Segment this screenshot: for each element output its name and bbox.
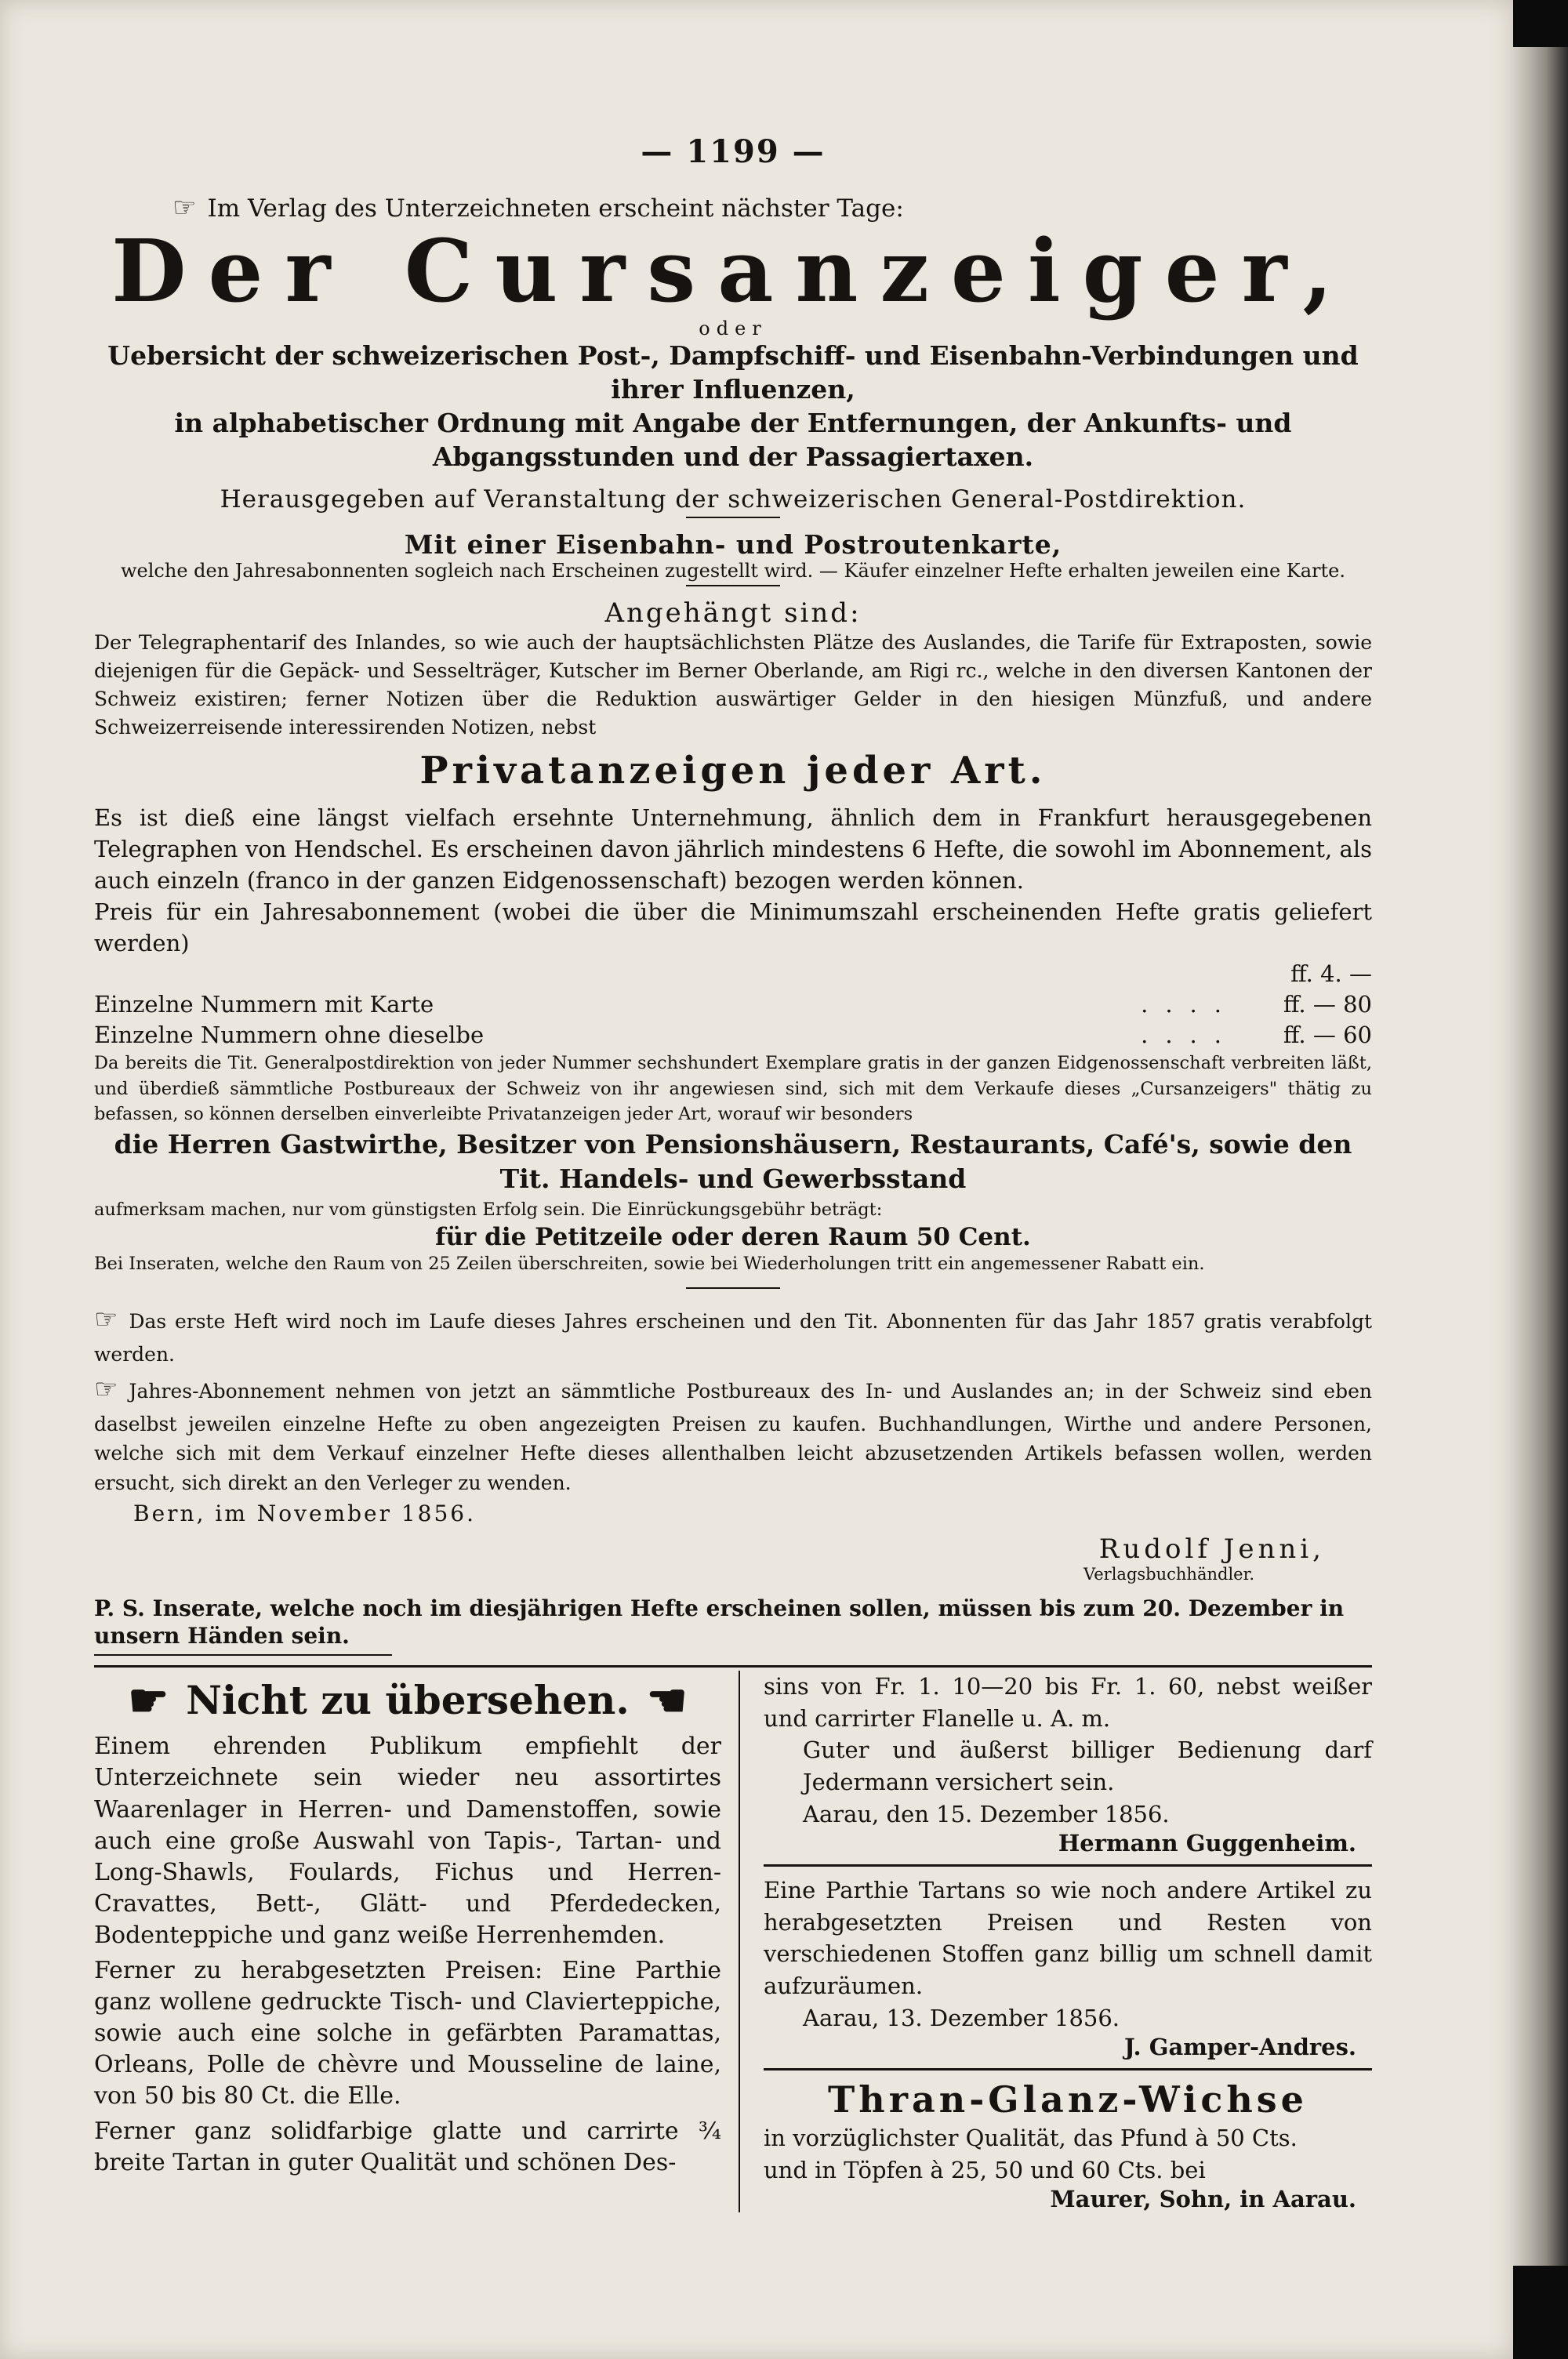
page-content [94,133,1372,2212]
ad-paragraph: Guter und äußerst billiger Bedienung darf Jedermann versichert sein. [803,1737,1372,1796]
ad-paragraph: Einem ehrenden Publikum empfiehlt der Unterzeichnete sein wieder neu assortirtes Waarenlager in Herren- und Damenstoffen, sowie auch eine große Auswahl von Tapis-, Tartan- und Long-Shawls, Foulards, Fichus und Herren-Cravattes, Bett-, Glätt- und Pferdedecken, Bodenteppiche und ganz weiße Herrenhemden. [94,1733,721,1950]
ad-line: und in Töpfen à 25, 50 und 60 Cts. bei [764,2156,1206,2183]
ad-signature: J. Gamper-Andres. [1124,2034,1356,2061]
intro-text: Im Verlag des Unterzeichneten erscheint nächster Tage: [207,194,904,223]
subtitle-block [94,339,1372,474]
divider [686,1287,780,1289]
price-label: Einzelne Nummern mit Karte [94,990,434,1018]
ad-continuation: sins von Fr. 1. 10—20 bis Fr. 1. 60, nebst weißer und carrirter Flanelle u. A. m. [764,1673,1372,1732]
ad-dateline: Aarau, den 15. Dezember 1856. [803,1800,1170,1827]
price-dots: .... [1141,1021,1239,1048]
price-value: ff. 4. — [1290,960,1372,987]
left-column [94,1671,740,2212]
pointing-hand-icon: ☞ [94,1373,118,1405]
ad-heading: Thran-Glanz-Wichse [828,2078,1308,2121]
price-label: Einzelne Nummern ohne dieselbe [94,1021,485,1048]
divider [764,2068,1372,2070]
ad-heading: Nicht zu übersehen. [186,1677,630,1724]
price-label [94,959,486,989]
subtitle-line: in alphabetischer Ordnung mit Angabe der Entfernungen, der Ankunfts- und [174,407,1292,438]
generalpost-paragraph: Da bereits die Tit. Generalpostdirektion von jeder Nummer sechshundert Exemplare gratis in der ganzen Eidgenossenschaft verbreiten läßt, und überdieß sämmtliche Postbureaux der Schweiz von ihr angewiesen sind, sich mit dem Verkaufe dieses „Cursanzeigers" thätig zu befassen, so können derselben einverleibte Privatanzeigen jeder Art, worauf wir besonders [94,1053,1372,1125]
price-row [94,1020,1372,1051]
price-row [94,959,1372,989]
advertisement-columns [94,1671,1372,2212]
ad-dateline: Aarau, 13. Dezember 1856. [803,2004,1120,2031]
note-text: Jahres-Abonnement nehmen von jetzt an sämmtliche Postbureaux des In- und Auslandes an; in der Schweiz sind eben daselbst jeweilen einzelne Hefte zu oben angezeigten Preisen zu kaufen. Buchhandlungen, Wirthe und andere Personen, welche sich mit dem Verkauf einzelner Hefte dieses allenthalben leicht abzusetzenden Artikels befassen wollen, werden ersucht, sich direkt an den Verleger zu wenden. [94,1379,1372,1494]
herren-line: Tit. Handels- und Gewerbsstand [499,1163,967,1195]
divider [764,1864,1372,1867]
abo-line: welche den Jahresabonnenten sogleich nach Erscheinen zugestellt wird. — Käufer einzelner Hefte erhalten jeweilen eine Karte. [121,559,1345,582]
note-text: Das erste Heft wird noch im Laufe dieses Jahres erscheinen und den Tit. Abonnenten für das Jahr 1857 gratis verabfolgt werden. [94,1310,1372,1366]
ad-paragraph: Ferner ganz solidfarbige glatte und carrirte ¾ breite Tartan in guter Qualität und schönen Des- [94,2117,721,2176]
ad-heading-row [94,1673,721,1727]
ad-paragraph: Ferner zu herabgesetzten Preisen: Eine Parthie ganz wollene gedruckte Tisch- und Clavierteppiche, sowie auch eine solche in gefärbten Paramattas, Orleans, Polle de chèvre und Mousseline de laine, von 50 bis 80 Ct. die Elle. [94,1956,721,2110]
signature: Rudolf Jenni, [1098,1533,1325,1566]
pointing-hand-icon: ☞ [94,1304,118,1336]
pointing-finger-left-icon: ☚ [646,1673,688,1727]
price-value: ff. — 60 [1283,1021,1372,1048]
ad-line: in vorzüglichster Qualität, das Pfund à 50 Cts. [764,2125,1298,2152]
divider [94,1654,392,1656]
publisher-line: Herausgegeben auf Veranstaltung der schweizerischen General-Postdirektion. [220,485,1247,514]
fee-line: für die Petitzeile oder deren Raum 50 Cent. [435,1222,1031,1251]
pointing-hand-icon: ☞ [172,192,197,223]
herren-line: die Herren Gastwirthe, Besitzer von Pensionshäusern, Restaurants, Café's, sowie den [114,1128,1352,1160]
subtitle-line: Uebersicht der schweizerischen Post-, Dampfschiff- und Eisenbahn-Verbindungen und ihrer Influenzen, [107,340,1359,405]
oder-word: oder [699,318,768,339]
karte-line: Mit einer Eisenbahn- und Postroutenkarte, [404,528,1062,560]
rabatt-line: Bei Inseraten, welche den Raum von 25 Zeilen überschreiten, sowie bei Wiederholungen tritt ein angemessener Rabatt ein. [94,1253,1205,1274]
appendix-text: Der Telegraphentarif des Inlandes, so wie auch der hauptsächlichsten Plätze des Auslandes, die Tarife für Extraposten, sowie diejenigen für die Gepäck- und Sesselträger, Kutscher im Berner Oberlande, am Rigi rc., welche in den diversen Kantonen der Schweiz existiren; ferner Notizen über die Reduktion auswärtiger Gelder in den hiesigen Münzfuß, und andere Schweizerreisende interessirenden Notizen, nebst [94,630,1372,739]
pointing-finger-right-icon: ☛ [128,1673,169,1727]
book-page-edge [1513,47,1568,2266]
note-subscription [94,1370,1372,1498]
note-first-issue [94,1300,1372,1370]
price-dots [486,959,1270,989]
appendix-heading: Angehängt sind: [604,597,862,629]
page-number: — 1199 — [641,133,826,170]
ad-paragraph: Eine Parthie Tartans so wie noch andere Artikel zu herabgesetzten Preisen und Resten von verschiedenen Stoffen ganz billig um schnell damit aufzuräumen. [764,1877,1372,2000]
price-intro: Preis für ein Jahresabonnement (wobei die über die Minimumszahl erscheinenden Hefte gratis geliefert werden) [94,898,1372,956]
divider [686,517,780,518]
dateline: Bern, im November 1856. [133,1501,477,1527]
section-rule [94,1665,1372,1668]
privatanzeigen-heading: Privatanzeigen jeder Art. [419,748,1047,793]
price-dots: .... [1141,990,1239,1018]
aufmerksam-line: aufmerksam machen, nur vom günstigsten Erfolg sein. Die Einrückungsgebühr beträgt: [94,1199,883,1221]
subtitle-line: Abgangsstunden und der Passagiertaxen. [432,441,1034,472]
ad-signature: Hermann Guggenheim. [1058,1830,1356,1857]
right-column [760,1671,1372,2212]
body-paragraph: Es ist dieß eine längst vielfach ersehnte Unternehmung, ähnlich dem in Frankfurt herausgegebenen Telegraphen von Hendschel. Es erscheinen davon jährlich mindestens 6 Hefte, die sowohl im Abonnement, als auch einzeln (franco in der ganzen Eidgenossenschaft) bezogen werden können. [94,804,1372,894]
price-row [94,989,1372,1020]
divider [686,585,780,586]
ad-signature: Maurer, Sohn, in Aarau. [1050,2186,1356,2213]
price-value: ff. — 80 [1283,990,1372,1018]
signature-role: Verlagsbuchhändler. [1083,1565,1254,1584]
masthead-title: Der Cursanzeiger, [111,220,1355,321]
postscript: P. S. Inserate, welche noch im diesjährigen Hefte erscheinen sollen, müssen bis zum 20. Dezember in unsern Händen sein. [94,1595,1345,1649]
intro-line [172,192,1372,223]
